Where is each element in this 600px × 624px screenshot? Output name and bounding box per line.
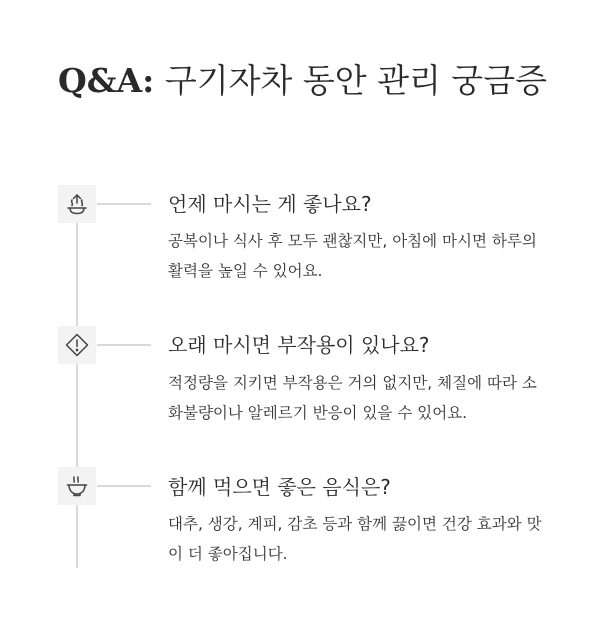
connector-line bbox=[97, 485, 151, 487]
steaming-cup-icon bbox=[58, 185, 96, 223]
question-heading: 오래 마시면 부작용이 있나요? bbox=[168, 333, 430, 357]
question-heading: 함께 먹으면 좋은 음식은? bbox=[168, 475, 391, 499]
title-prefix: Q&A: bbox=[58, 61, 155, 100]
connector-line bbox=[97, 344, 151, 346]
food-bowl-icon bbox=[58, 467, 96, 505]
page-title bbox=[58, 58, 558, 104]
answer-text: 공복이나 식사 후 모두 괜찮지만, 아침에 마시면 하루의 활력을 높일 수 있어요. bbox=[168, 232, 537, 280]
warning-icon bbox=[58, 326, 96, 364]
answer-text: 대추, 생강, 계피, 감초 등과 함께 끓이면 건강 효과와 맛이 더 좋아집니다. bbox=[168, 515, 542, 563]
connector-line bbox=[97, 203, 151, 205]
timeline-line bbox=[76, 218, 78, 568]
answer-text: 적정량을 지키면 부작용은 거의 없지만, 체질에 따라 소화불량이나 알레르기 반응이 있을 수 있어요. bbox=[168, 374, 537, 422]
title-text: 구기자차 동안 관리 궁금증 bbox=[154, 61, 547, 100]
question-heading: 언제 마시는 게 좋나요? bbox=[168, 192, 372, 216]
